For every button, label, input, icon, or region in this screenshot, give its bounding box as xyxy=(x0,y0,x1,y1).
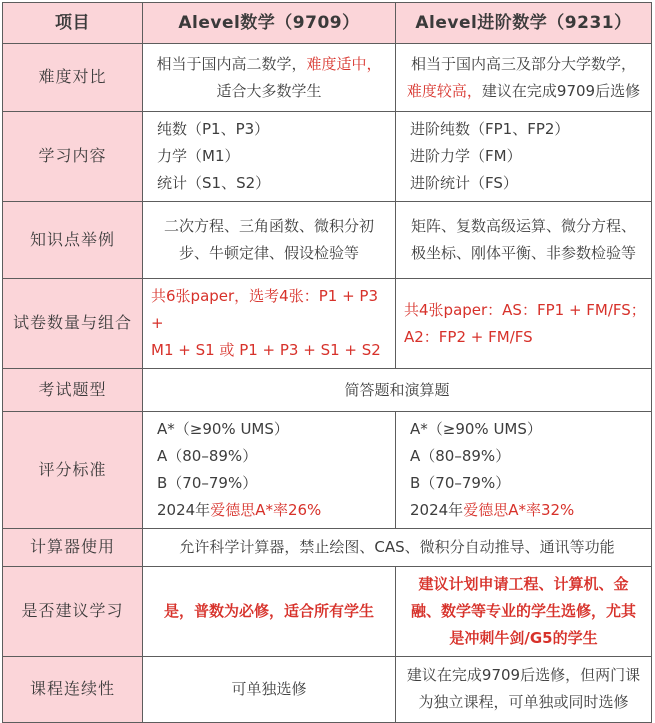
recommend-math-value: 是，普数为必修，适合所有学生 xyxy=(163,601,374,620)
row-label-text: 学习内容 xyxy=(38,146,107,166)
row-label-text: 知识点举例 xyxy=(29,229,115,249)
row-label-text: 试卷数量与组合 xyxy=(12,313,132,333)
header-item-label: 项目 xyxy=(55,12,90,33)
cell-calculator-merged xyxy=(143,529,652,567)
cell-knowledge-math xyxy=(143,202,396,279)
cell-difficulty-further xyxy=(396,44,652,112)
row-label-recommend xyxy=(3,566,143,656)
table-row-papers xyxy=(3,279,652,369)
grading-further-rate: 爱德思A*率32% xyxy=(463,501,575,519)
difficulty-math-pre: 相当于国内高二数学， xyxy=(156,54,307,73)
knowledge-math-line2: 步、牛顿定律、假设检验等 xyxy=(178,244,359,262)
cell-papers-further xyxy=(396,279,652,369)
content-further-line1: 进阶纯数（FP1、FP2） xyxy=(410,120,570,138)
row-label-text: 评分标准 xyxy=(38,459,107,479)
grading-further-year: 2024年 xyxy=(410,501,464,519)
grading-further-astar: A*（≥90% UMS） xyxy=(410,420,542,438)
row-label-question-types xyxy=(3,369,143,412)
grading-math-rate: 爱德思A*率26% xyxy=(210,501,322,519)
content-math-line3: 统计（S1、S2） xyxy=(157,174,271,192)
difficulty-math-highlight: 难度适中， xyxy=(306,54,382,73)
cell-continuity-math xyxy=(143,656,396,722)
papers-math-line2: M1 + S1 或 P1 + P3 + S1 + S2 xyxy=(151,341,381,359)
cell-content-further xyxy=(396,112,652,202)
difficulty-further-highlight: 难度较高， xyxy=(406,81,482,100)
table-row-content xyxy=(3,112,652,202)
cell-difficulty-math xyxy=(143,44,396,112)
papers-further-line1: 共4张paper：AS：FP1 + FM/FS； xyxy=(404,300,646,319)
difficulty-further-post: 建议在完成9709后选修 xyxy=(481,81,641,100)
cell-papers-math xyxy=(143,279,396,369)
calculator-value: 允许科学计算器，禁止绘图、CAS、微积分自动推导、通讯等功能 xyxy=(179,537,615,556)
row-label-continuity xyxy=(3,656,143,722)
cell-recommend-math xyxy=(143,566,396,656)
cell-knowledge-further xyxy=(396,202,652,279)
difficulty-further-line1: 相当于国内高三及部分大学数学， xyxy=(410,54,636,73)
grading-further-b: B（70–79%） xyxy=(410,474,511,492)
recommend-further-line3: 是冲刺牛剑/G5的学生 xyxy=(449,628,598,647)
difficulty-math-post: 适合大多数学生 xyxy=(216,81,322,100)
table-row-grading xyxy=(3,412,652,529)
question-types-value: 简答题和演算题 xyxy=(344,380,450,399)
content-math-line2: 力学（M1） xyxy=(157,147,240,165)
row-label-difficulty xyxy=(3,44,143,112)
table-row-knowledge xyxy=(3,202,652,279)
cell-question-types-merged xyxy=(143,369,652,412)
knowledge-further-line1: 矩阵、复数高级运算、微分方程、 xyxy=(410,217,636,235)
recommend-further-line1: 建议计划申请工程、计算机、金 xyxy=(418,574,629,593)
knowledge-further-line2: 极坐标、刚体平衡、非参数检验等 xyxy=(410,244,636,262)
row-label-grading xyxy=(3,412,143,529)
content-math-line1: 纯数（P1、P3） xyxy=(157,120,270,138)
header-further-9231 xyxy=(396,3,652,44)
table-row-continuity xyxy=(3,656,652,722)
alevel-math-comparison-table xyxy=(2,2,652,723)
cell-recommend-further xyxy=(396,566,652,656)
table-header-row xyxy=(3,3,652,44)
grading-math-b: B（70–79%） xyxy=(157,474,258,492)
row-label-content xyxy=(3,112,143,202)
table-row-calculator xyxy=(3,529,652,567)
header-further-label: Alevel进阶数学（9231） xyxy=(415,12,632,33)
header-item xyxy=(3,3,143,44)
row-label-text: 难度对比 xyxy=(38,67,107,87)
row-label-text: 考试题型 xyxy=(38,379,107,399)
grading-further-a: A（80–89%） xyxy=(410,447,511,465)
row-label-text: 课程连续性 xyxy=(29,678,115,698)
recommend-further-line2: 融、数学等专业的学生选修，尤其 xyxy=(410,601,636,620)
content-further-line2: 进阶力学（FM） xyxy=(410,147,522,165)
cell-grading-further xyxy=(396,412,652,529)
table-row-question-types xyxy=(3,369,652,412)
continuity-further-line1: 建议在完成9709后选修，但两门课 xyxy=(406,666,641,685)
cell-continuity-further xyxy=(396,656,652,722)
row-label-text: 是否建议学习 xyxy=(21,600,124,620)
cell-grading-math xyxy=(143,412,396,529)
grading-math-astar: A*（≥90% UMS） xyxy=(157,420,289,438)
continuity-further-line2: 为独立课程，可单独或同时选修 xyxy=(418,693,629,712)
cell-content-math xyxy=(143,112,396,202)
knowledge-math-line1: 二次方程、三角函数、微积分初 xyxy=(163,217,374,235)
header-math-label: Alevel数学（9709） xyxy=(178,12,360,33)
table-row-difficulty xyxy=(3,44,652,112)
grading-math-year: 2024年 xyxy=(157,501,211,519)
continuity-math-value: 可单独选修 xyxy=(231,679,307,698)
row-label-knowledge xyxy=(3,202,143,279)
table-row-recommend xyxy=(3,566,652,656)
row-label-calculator xyxy=(3,529,143,567)
content-further-line3: 进阶统计（FS） xyxy=(410,174,518,192)
header-math-9709 xyxy=(143,3,396,44)
row-label-text: 计算器使用 xyxy=(29,537,115,556)
papers-further-line2: A2：FP2 + FM/FS xyxy=(404,327,533,346)
row-label-papers xyxy=(3,279,143,369)
papers-math-line1: 共6张paper，选考4张：P1 + P3 + xyxy=(151,287,379,332)
grading-math-a: A（80–89%） xyxy=(157,447,258,465)
